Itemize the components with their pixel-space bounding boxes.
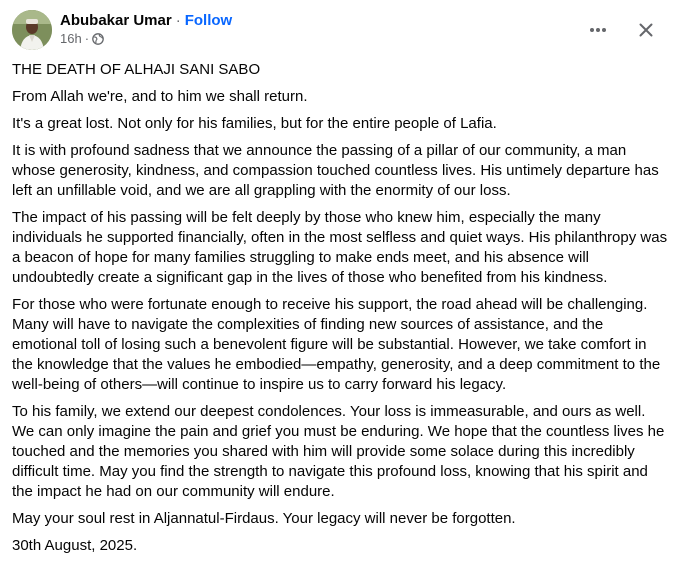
post-body: [12, 60, 668, 563]
post-paragraph: From Allah we're, and to him we shall return.: [12, 88, 308, 105]
post-timestamp[interactable]: 16h: [60, 31, 82, 46]
author-line: [60, 11, 232, 30]
meta-separator: ·: [84, 31, 90, 46]
post-paragraph: It is with profound sadness that we announce the passing of a pillar of our community, a man whose generosity, kindness, and compassion touched countless lives. His untimely departure has left an unfillable void, and we are all grappling with the enormity of our loss.: [12, 142, 659, 199]
post-meta: [60, 31, 104, 47]
post-title: THE DEATH OF ALHAJI SANI SABO: [12, 61, 261, 78]
follow-button[interactable]: Follow: [184, 12, 233, 29]
post-paragraph: It's a great lost. Not only for his families, but for the entire people of Lafia.: [12, 115, 497, 132]
close-icon: [636, 20, 656, 40]
avatar-image: [12, 10, 52, 50]
author-separator: ·: [175, 12, 181, 29]
more-horizontal-icon: [588, 20, 608, 40]
more-options-button[interactable]: [580, 12, 616, 48]
post-paragraph: The impact of his passing will be felt deeply by those who knew him, especially the many individuals he supported financially, often in the most selfless and quiet ways. His philanthropy was a beacon of hope for many families struggling to make ends meet, and his absence will undoubtedly create a significant gap in the lives of those who benefited from his kindness.: [12, 209, 668, 286]
author-name[interactable]: Abubakar Umar: [60, 12, 172, 29]
close-button[interactable]: [628, 12, 664, 48]
post-paragraph: To his family, we extend our deepest condolences. Your loss is immeasurable, and ours as well. We can only imagine the pain and grief you must be enduring. We hope that the countless lives he touched and the memories you shared with him will provide some solace during this incredibly difficult time. May you find the strength to navigate this profound loss, knowing that his spirit and the impact he had on our community will endure.: [12, 403, 665, 500]
post-paragraph: For those who were fortunate enough to receive his support, the road ahead will be challenging. Many will have to navigate the complexities of finding new sources of assistance, and the emotional toll of losing such a benevolent figure will be substantial. However, we take comfort in the knowledge that the values he embodied—empathy, generosity, and a deep commitment to the well-being of others—will continue to inspire us to carry forward his legacy.: [12, 296, 661, 393]
post-paragraph: May your soul rest in Aljannatul-Firdaus. Your legacy will never be forgotten.: [12, 510, 516, 527]
post-header: [12, 8, 668, 52]
post-date: 30th August, 2025.: [12, 537, 138, 554]
globe-icon: [92, 33, 104, 45]
avatar[interactable]: [12, 10, 52, 50]
